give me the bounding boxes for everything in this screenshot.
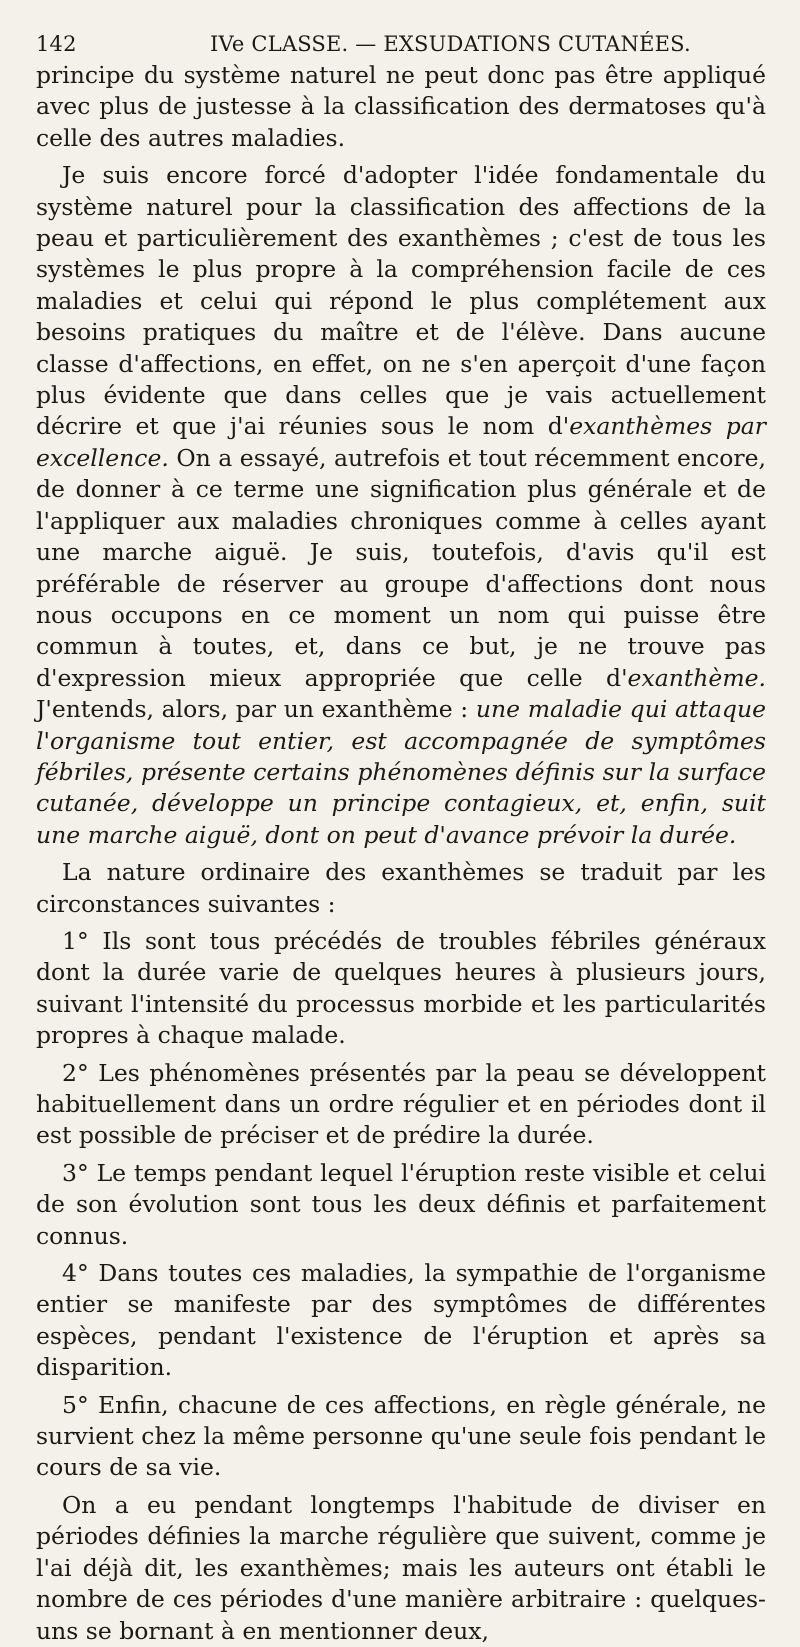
list-item-2: 2° Les phénomènes présentés par la peau se développent habituellement dans un ordre régulier et en périodes dont il est possible de préciser et de prédire la durée. bbox=[36, 1058, 766, 1150]
list-item-3: 3° Le temps pendant lequel l'éruption reste visible et celui de son évolution sont tous les deux définis et parfaitement connus. bbox=[36, 1158, 766, 1250]
list-item-4: 4° Dans toutes ces maladies, la sympathie de l'organisme entier se manifeste par des symptômes de différentes espèces, pendant l'existence de l'éruption et après sa disparition. bbox=[36, 1259, 766, 1382]
chapter-header: IVe CLASSE. — EXSUDATIONS CUTANÉES. bbox=[210, 32, 691, 56]
page-number: 142 bbox=[36, 32, 77, 56]
running-head bbox=[36, 32, 766, 56]
paragraph-nature: La nature ordinaire des exanthèmes se traduit par les circonstances suivantes : bbox=[36, 858, 766, 918]
emphasis-exantheme: exanthème. bbox=[627, 663, 766, 692]
list-item-5: 5° Enfin, chacune de ces affections, en règle générale, ne survient chez la même personne qu'une seule fois pendant le cours de sa vie. bbox=[36, 1390, 766, 1482]
paragraph-periods: On a eu pendant longtemps l'habitude de diviser en périodes définies la marche régulière que suivent, comme je l'ai déjà dit, les exanthèmes; mais les auteurs ont établi le nombre de ces périodes d'une manière arbitraire : quelques-uns se bornant à en mentionner deux, bbox=[36, 1490, 766, 1645]
emphasis-exanthemes-par-excellence: exanthèmes par excellence. bbox=[36, 412, 766, 472]
emphasis-definition: une maladie qui attaque l'organisme tout entier, est accompagnée de symptômes fébriles, présente certains phénomènes définis sur la surface cutanée, développe un principe contagieux, et, enfin, suit une marche aiguë, dont on peut d'avance prévoir la durée. bbox=[36, 695, 766, 849]
paragraph-classification: Je suis encore forcé d'adopter l'idée fondamentale du système naturel pour la classification des affections de la peau et particulièrement des exanthèmes ; c'est de tous les systèmes le plus propre à la compréhension facile de ces maladies et celui qui répond le plus complétement aux besoins pratiques du maître et de l'élève. Dans aucune classe d'affections, en effet, on ne s'en aperçoit d'une façon plus évidente que dans celles que je vais actuellement décrire et que j'ai réunies sous le nom d'exanthèmes par excellence. On a essayé, autrefois et tout récemment encore, de donner à ce terme une signification plus générale et de l'appliquer aux maladies chroniques comme à celles ayant une marche aiguë. Je suis, toutefois, d'avis qu'il est préférable de réserver au groupe d'affections dont nous nous occupons en ce moment un nom qui puisse être commun à toutes, et, dans ce but, je ne trouve pas d'expression mieux appropriée que celle d'exanthème. J'entends, alors, par un exanthème : une maladie qui attaque l'organisme tout entier, est accompagnée de symptômes fébriles, présente certains phénomènes définis sur la surface cutanée, développe un principe contagieux, et, enfin, suit une marche aiguë, dont on peut d'avance prévoir la durée. bbox=[36, 161, 766, 849]
list-item-1: 1° Ils sont tous précédés de troubles fébriles généraux dont la durée varie de quelques heures à plusieurs jours, suivant l'intensité du processus morbide et les particularités propres à chaque malade. bbox=[36, 926, 766, 1050]
paragraph-continuation: principe du système naturel ne peut donc pas être appliqué avec plus de justesse à la classification des dermatoses qu'à celle des autres maladies. bbox=[36, 61, 766, 152]
body-text bbox=[36, 60, 766, 1647]
